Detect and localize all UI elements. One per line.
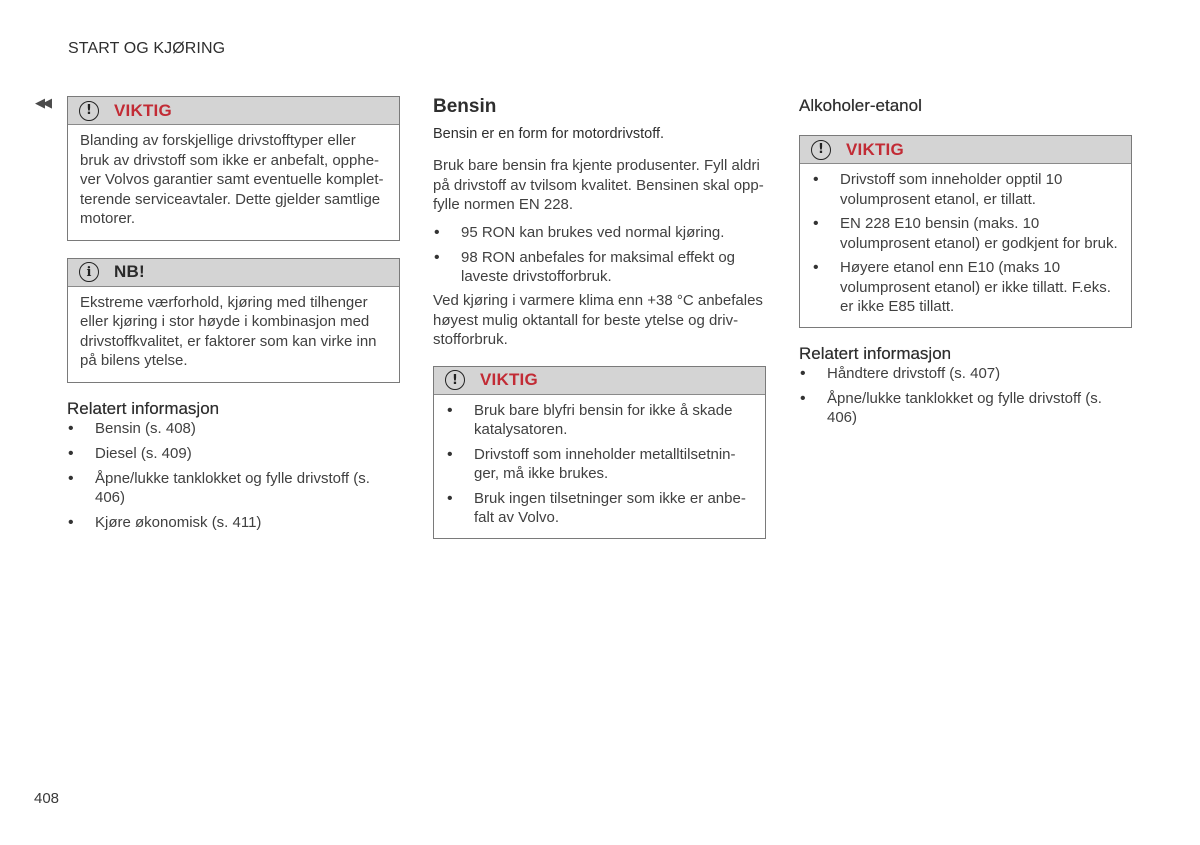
note-box-header — [68, 259, 399, 287]
previous-page-marker-icon[interactable]: ◀◀ — [35, 95, 49, 110]
related-link-tanklokk[interactable]: • Åpne/lukke tanklokket og fylle drivstoff (s. 406) — [67, 469, 400, 508]
list-item: • 95 RON kan brukes ved normal kjøring. — [433, 223, 766, 243]
octane-list — [433, 223, 766, 287]
note-box — [67, 258, 400, 383]
related-link-tanklokk[interactable]: • Åpne/lukke tanklokket og fylle drivstoff (s. 406) — [799, 389, 1132, 428]
related-link-bensin[interactable]: • Bensin (s. 408) — [67, 419, 400, 439]
warning-icon: ! — [811, 140, 831, 160]
related-info-title: Relatert informasjon — [799, 343, 952, 363]
note-title: NB! — [114, 262, 145, 281]
list-item: • Drivstoff som inneholder opptil 10 volumprosent etanol, er tillatt. — [812, 170, 1119, 209]
page-number: 408 — [34, 790, 60, 807]
list-item: • EN 228 E10 bensin (maks. 10 volumprosent etanol) er godkjent for bruk. — [812, 214, 1119, 253]
warning-list — [434, 395, 765, 538]
warning-box-header — [68, 97, 399, 125]
warning-box — [67, 96, 400, 241]
warning-text: Blanding av forskjellige drivstofftyper eller bruk av drivstoff som ikke er anbefalt, opphever Volvos garantier samt eventuelle kompletterende serviceavtaler. Dette gjelder samtlige motorer. — [80, 132, 384, 227]
related-link-handtere-drivstoff[interactable]: • Håndtere drivstoff (s. 407) — [799, 364, 1132, 384]
related-link-diesel[interactable]: • Diesel (s. 409) — [67, 444, 400, 464]
related-info-title: Relatert informasjon — [67, 398, 220, 418]
warning-list — [800, 164, 1131, 327]
related-link-kjore-okonomisk[interactable]: • Kjøre økonomisk (s. 411) — [67, 513, 400, 533]
warning-title: VIKTIG — [480, 370, 538, 389]
list-item: • Bruk ingen tilsetninger som ikke er anbefalt av Volvo. — [446, 489, 753, 528]
list-item: • Høyere etanol enn E10 (maks 10 volumprosent etanol) er ikke tillatt. F.eks. er ikke E85 tillatt. — [812, 258, 1119, 317]
related-info-list — [67, 419, 400, 533]
warning-box-header — [800, 136, 1131, 164]
list-item: • Drivstoff som inneholder metalltilsetninger, må ikke brukes. — [446, 445, 753, 484]
warning-title: VIKTIG — [846, 139, 904, 159]
column-middle — [433, 96, 766, 539]
list-item: • 98 RON anbefales for maksimal effekt og laveste drivstofforbruk. — [433, 248, 766, 287]
warning-icon: ! — [445, 370, 465, 390]
warning-icon: ! — [79, 101, 99, 121]
page-header-section: START OG KJØRING — [68, 40, 226, 57]
section-lead: Bensin er en form for motordrivstoff. — [433, 126, 665, 142]
list-item: • Bruk bare blyfri bensin for ikke å skade katalysatoren. — [446, 401, 753, 440]
note-text: Ekstreme værforhold, kjøring med tilhenger eller kjøring i stor høyde i kombinasjon med drivstoffkvalitet, er faktorer som kan virke inn på bilens ytelse. — [80, 293, 377, 369]
paragraph-warm-climate: Ved kjøring i varmere klima enn +38 °C anbefales høyest mulig oktantall for beste ytelse og drivstofforbruk. — [433, 292, 763, 348]
related-info-list — [799, 364, 1132, 428]
column-left — [67, 96, 400, 538]
info-icon: i — [79, 262, 99, 282]
warning-box — [433, 366, 766, 539]
section-title-alkoholer-etanol: Alkoholer-etanol — [799, 96, 922, 115]
section-title-bensin: Bensin — [433, 96, 497, 117]
warning-box-header — [434, 367, 765, 395]
paragraph-fuel-quality: Bruk bare bensin fra kjente produsenter. Fyll aldri på drivstoff av tvilsom kvalitet. Bensinen skal oppfylle normen EN 228. — [433, 157, 764, 213]
warning-box — [799, 135, 1132, 328]
column-right — [799, 96, 1132, 433]
warning-title: VIKTIG — [114, 100, 172, 120]
